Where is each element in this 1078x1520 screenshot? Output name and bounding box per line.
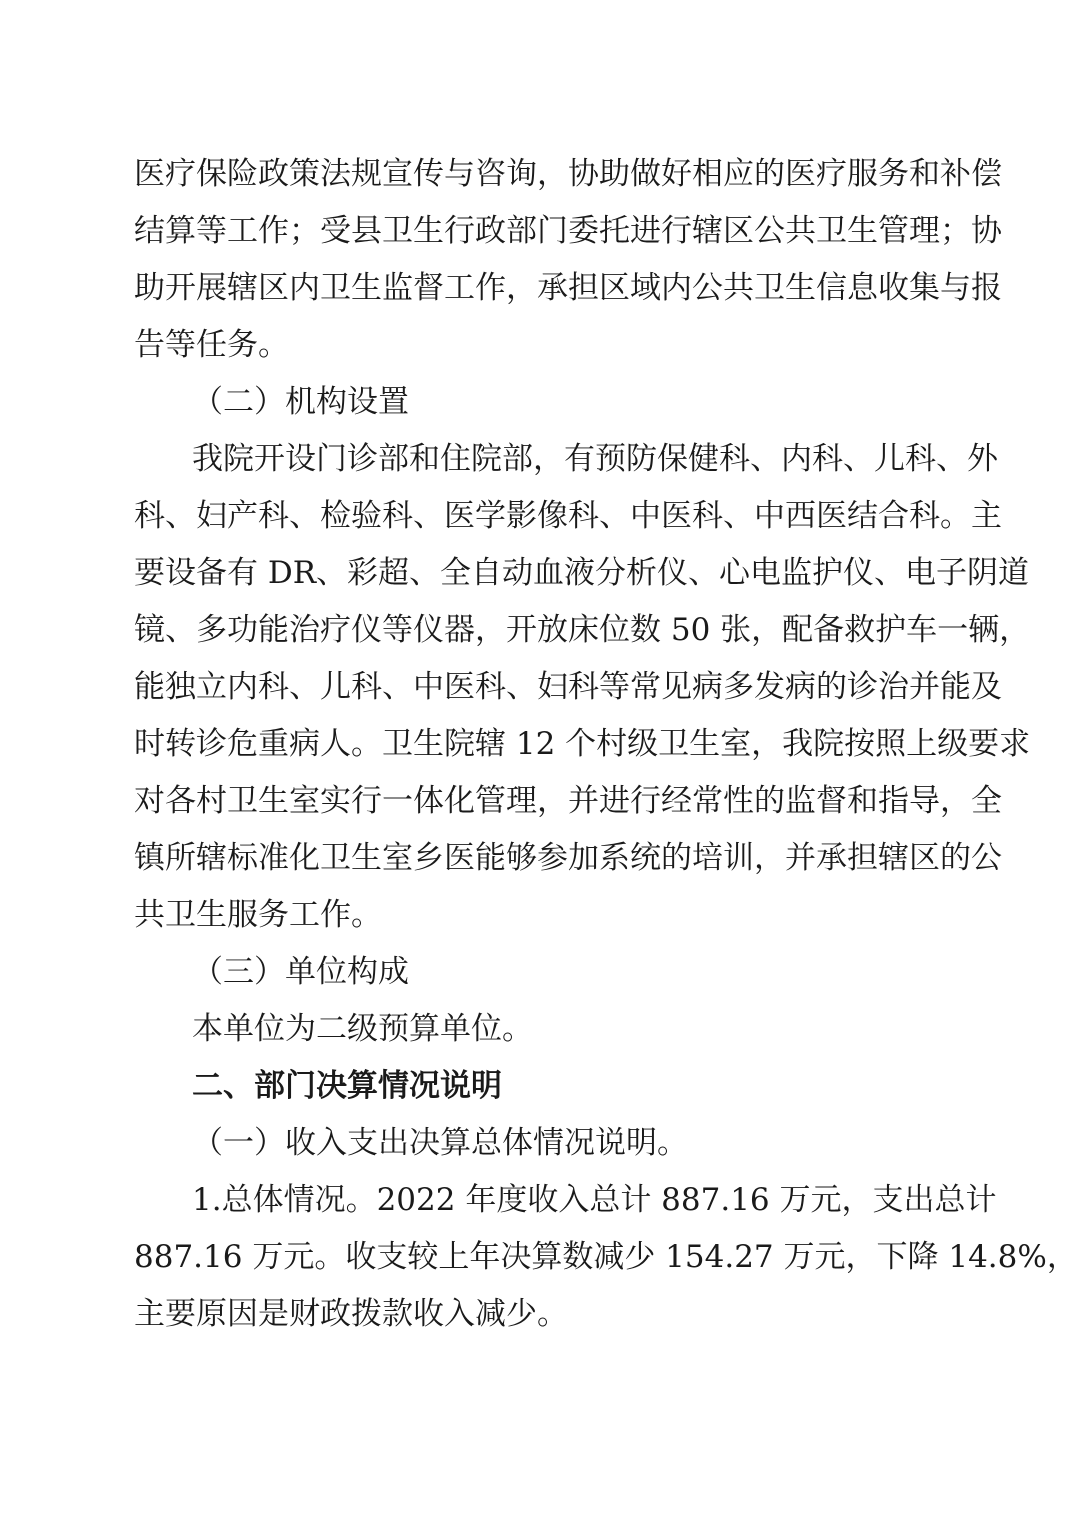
- intro-line-4: 告等任务。: [134, 327, 289, 363]
- intro-line-3: 助开展辖区内卫生监督工作，承担区域内公共卫生信息收集与报: [134, 270, 1002, 306]
- structure-line-8: 镇所辖标准化卫生室乡医能够参加系统的培训，并承担辖区的公: [134, 840, 1002, 876]
- section-heading-composition: （三）单位构成: [192, 954, 409, 990]
- intro-line-2: 结算等工作；受县卫生行政部门委托进行辖区公共卫生管理；协: [134, 213, 1002, 249]
- budget-line-3: 主要原因是财政拨款收入减少。: [134, 1296, 568, 1332]
- intro-line-1: 医疗保险政策法规宣传与咨询，协助做好相应的医疗服务和补偿: [134, 156, 1002, 192]
- composition-text: 本单位为二级预算单位。: [192, 1011, 533, 1047]
- structure-line-5: 能独立内科、儿科、中医科、妇科等常见病多发病的诊治并能及: [134, 669, 1002, 705]
- budget-line-1: 1.总体情况。2022 年度收入总计 887.16 万元，支出总计: [192, 1182, 997, 1218]
- structure-line-2: 科、妇产科、检验科、医学影像科、中医科、中西医结合科。主: [134, 498, 1002, 534]
- section-heading-budget: 二、部门决算情况说明: [192, 1068, 502, 1104]
- structure-line-3: 要设备有 DR、彩超、全自动血液分析仪、心电监护仪、电子阴道: [134, 555, 1030, 591]
- structure-line-9: 共卫生服务工作。: [134, 897, 382, 933]
- structure-line-4: 镜、多功能治疗仪等仪器，开放床位数 50 张，配备救护车一辆，: [134, 612, 1031, 648]
- structure-line-7: 对各村卫生室实行一体化管理，并进行经常性的监督和指导，全: [134, 783, 1002, 819]
- structure-line-6: 时转诊危重病人。卫生院辖 12 个村级卫生室，我院按照上级要求: [134, 726, 1031, 762]
- section-heading-structure: （二）机构设置: [192, 384, 409, 420]
- budget-line-2: 887.16 万元。收支较上年决算数减少 154.27 万元，下降 14.8%，: [134, 1239, 1078, 1275]
- budget-subheading: （一）收入支出决算总体情况说明。: [192, 1125, 688, 1161]
- structure-line-1: 我院开设门诊部和住院部，有预防保健科、内科、儿科、外: [192, 441, 998, 477]
